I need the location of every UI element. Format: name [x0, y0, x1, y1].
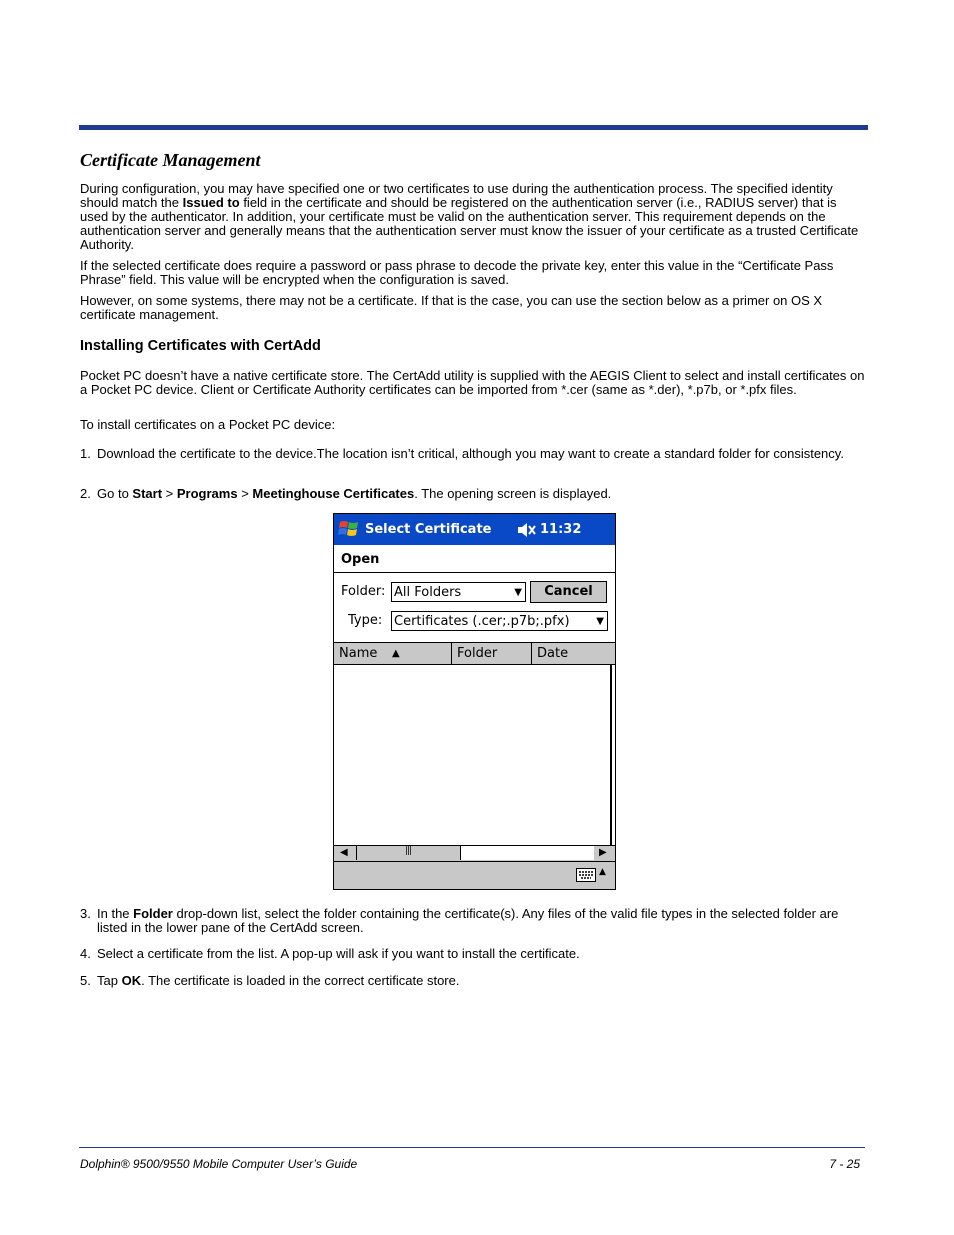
pocket-pc-screenshot	[333, 513, 616, 890]
step-5: 5. Tap OK. The certificate is loaded in the correct certificate store.	[80, 973, 460, 988]
footer-guide-title: Dolphin® 9500/9550 Mobile Computer User’s Guide	[80, 1157, 358, 1171]
speaker-muted-icon[interactable]	[517, 522, 537, 538]
sort-ascending-icon: ▲	[392, 648, 400, 659]
ppc-horizontal-scrollbar[interactable]	[334, 845, 615, 861]
ppc-cancel-button[interactable]: Cancel	[530, 581, 607, 603]
step-1: 1. Download the certificate to the device.The location isn’t critical, although you may want to create a standard folder for consistency.	[80, 446, 844, 461]
chevron-down-icon: ▼	[514, 587, 522, 598]
ppc-open-heading: Open	[341, 552, 380, 567]
ppc-command-bar	[334, 861, 615, 889]
ppc-scroll-track[interactable]	[461, 846, 594, 860]
section-title: Certificate Management	[80, 150, 261, 170]
ppc-file-list[interactable]	[334, 665, 612, 845]
ppc-titlebar	[334, 514, 615, 545]
input-panel-arrow-icon[interactable]: ▲	[599, 867, 606, 877]
paragraph-pass-phrase: If the selected certificate does require a password or pass phrase to decode the private key, enter this value in the “Certificate Pass Phrase” field. This value will be encrypted when the configuration is saved.	[80, 258, 834, 287]
ppc-list-header	[334, 642, 615, 665]
paragraph-certadd: Pocket PC doesn’t have a native certificate store. The CertAdd utility is supplied with the AEGIS Client to select and install certificates on a Pocket PC device. Client or Certificate Authority certificates can be imported from *.cer (same as *.der), *.p7b, or *.pfx files.	[80, 368, 865, 397]
windows-start-icon[interactable]	[337, 518, 361, 541]
ppc-folder-label: Folder:	[341, 584, 386, 599]
ppc-clock[interactable]: 11:32	[540, 522, 582, 537]
ppc-window-title: Select Certificate	[365, 522, 492, 537]
paragraph-no-certificate: However, on some systems, there may not be a certificate. If that is the case, you can use the section below as a primer on OS X certificate management.	[80, 293, 823, 322]
footer-page-number: 7 - 25	[829, 1157, 860, 1171]
footer-rule	[79, 1147, 865, 1148]
subheading-certadd: Installing Certificates with CertAdd	[80, 338, 321, 354]
ppc-column-name[interactable]: Name ▲	[334, 643, 452, 664]
ppc-column-date[interactable]: Date	[537, 646, 569, 661]
header-rule	[79, 125, 868, 130]
ppc-folder-dropdown[interactable]: All Folders ▼	[391, 582, 526, 602]
scroll-right-icon[interactable]: ▶	[599, 847, 607, 858]
scroll-left-icon[interactable]: ◀	[340, 847, 348, 858]
step-2: 2. Go to Start > Programs > Meetinghouse Certificates. The opening screen is displayed.	[80, 486, 612, 501]
paragraph-install-intro: To install certificates on a Pocket PC device:	[80, 417, 336, 432]
ppc-scroll-thumb[interactable]: |||	[356, 846, 461, 860]
step-3: 3. In the Folder drop-down list, select the folder containing the certificate(s). Any files of the valid file types in the selected folder are listed in the lower pane of the CertAdd screen.	[80, 906, 839, 935]
chevron-down-icon: ▼	[596, 616, 604, 627]
keyboard-icon[interactable]	[576, 868, 596, 882]
paragraph-identity: During configuration, you may have specified one or two certificates to use during the authentication process. The specified identity should match the Issued to field in the certificate and should be registered on the authentication server (i.e., RADIUS server) that is used by the authenticator. In addition, your certificate must be valid on the authentication server. This requirement depends on the authentication server and generally means that the authentication server must know the issuer of your certificate as a trusted Certificate Authority.	[80, 181, 859, 252]
step-4: 4. Select a certificate from the list. A pop-up will ask if you want to install the certificate.	[80, 946, 580, 961]
ppc-column-folder[interactable]: Folder	[452, 643, 532, 664]
ppc-separator	[334, 572, 615, 573]
issued-to-term: Issued to	[182, 195, 240, 210]
ppc-type-label: Type:	[348, 613, 383, 628]
ppc-type-dropdown[interactable]: Certificates (.cer;.p7b;.pfx) ▼	[391, 611, 608, 631]
